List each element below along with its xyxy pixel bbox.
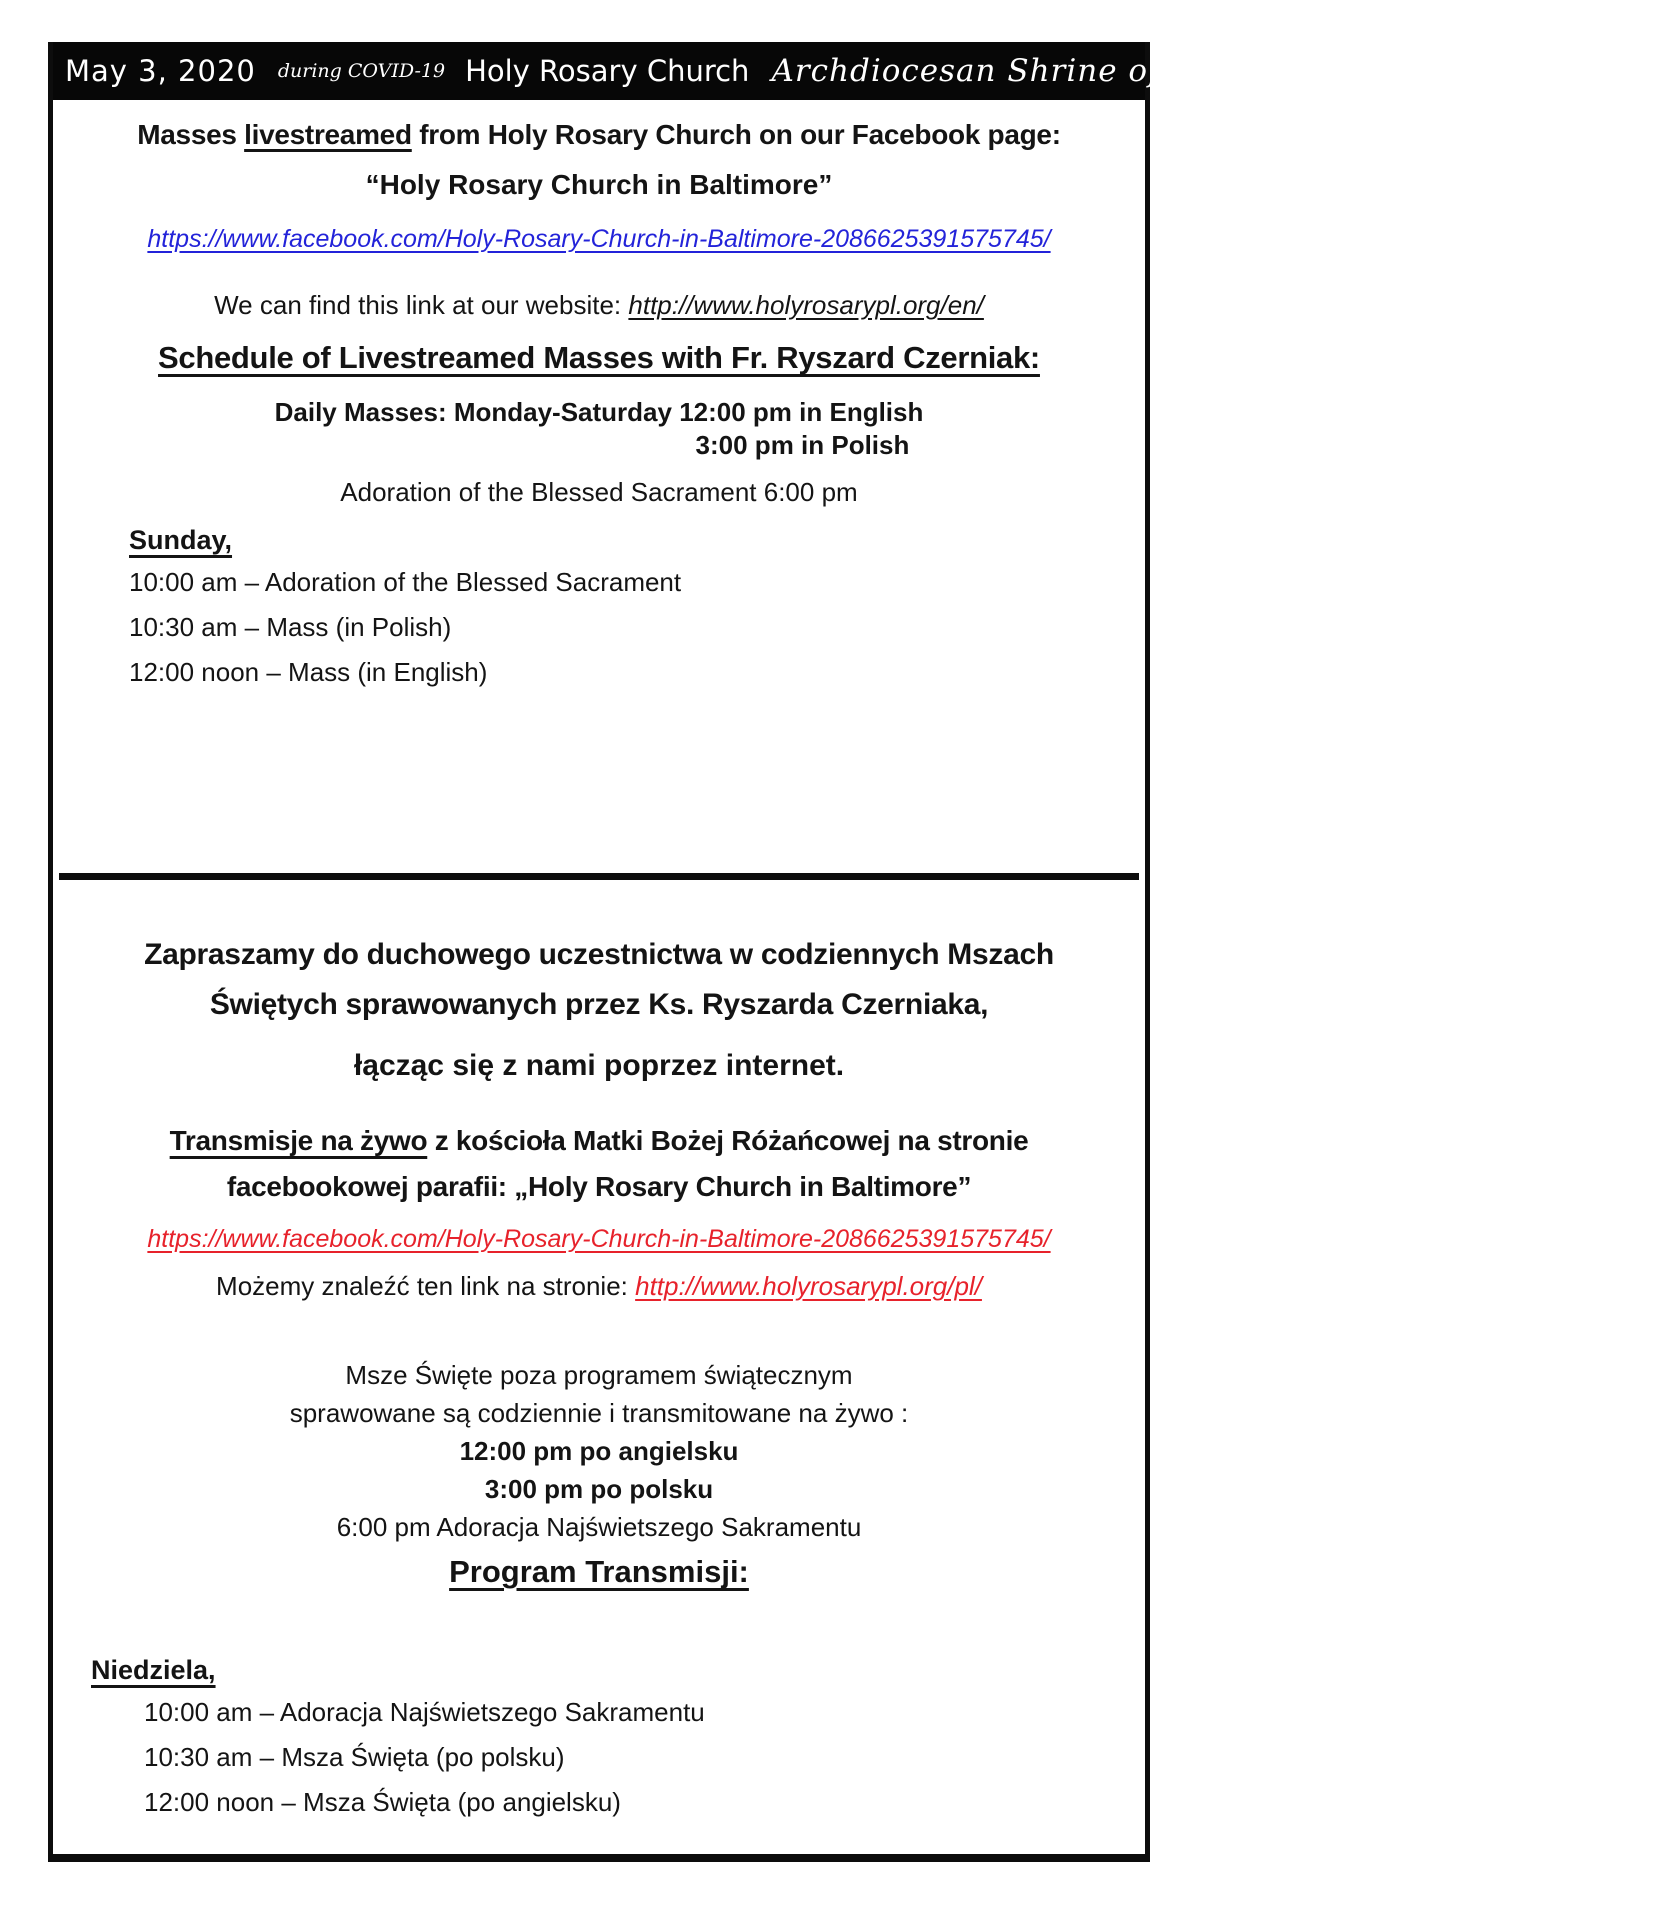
adoration-line: Adoration of the Blessed Sacrament 6:00 pm — [340, 477, 858, 507]
polish-facebook-link-row — [59, 1220, 1139, 1258]
msze-line2: sprawowane są codziennie i transmitowane na żywo : — [289, 1398, 909, 1428]
english-facebook-link-row — [59, 220, 1139, 258]
niedziela-item: 10:30 am – Msza Święta (po polsku) — [144, 1742, 565, 1772]
intro-suffix: from Holy Rosary Church on our Facebook page: — [411, 119, 1061, 150]
page-frame — [48, 42, 1679, 1862]
msze-line1: Msze Święte poza programem świątecznym — [345, 1360, 853, 1390]
polish-invite-line3: łącząc się z nami poprzez internet. — [353, 1049, 845, 1082]
niedziela-label — [91, 1650, 1139, 1690]
header-bar — [53, 42, 1679, 100]
sunday-label-text: Sunday, — [129, 525, 233, 555]
intro-underlined-word: livestreamed — [244, 119, 412, 150]
daily-masses-line1: Daily Masses: Monday-Saturday 12:00 pm in English — [274, 397, 924, 427]
sunday-label — [129, 520, 1139, 560]
transmisje-underlined: Transmisje na żywo — [169, 1125, 428, 1156]
daily-masses-block — [59, 396, 1139, 462]
transmisje-line1 — [59, 1118, 1139, 1164]
msze-line3: 6:00 pm Adoracja Najświetszego Sakramentu — [336, 1512, 862, 1542]
header-city: Baltimore, MD — [1480, 54, 1679, 88]
daily-masses-line2: 3:00 pm in Polish — [695, 430, 910, 460]
facebook-link-english[interactable]: https://www.facebook.com/Holy-Rosary-Church-in-Baltimore-2086625391575745/ — [147, 225, 1051, 253]
facebook-link-polish[interactable]: https://www.facebook.com/Holy-Rosary-Church-in-Baltimore-2086625391575745/ — [147, 1225, 1051, 1253]
english-website-line — [59, 286, 1139, 324]
intro-prefix: Masses — [137, 119, 245, 150]
program-heading-text: Program Transmisji: — [449, 1554, 749, 1589]
header-shrine-title: Archdiocesan Shrine of The Divine Mercy — [771, 53, 1467, 89]
bulletin-content — [53, 114, 1145, 1825]
niedziela-item: 12:00 noon – Msza Święta (po angielsku) — [144, 1787, 621, 1817]
niedziela-item: 10:00 am – Adoracja Najświetszego Sakramentu — [144, 1697, 705, 1727]
sunday-item: 12:00 noon – Mass (in English) — [129, 657, 488, 687]
niedziela-label-text: Niedziela, — [91, 1655, 216, 1685]
section-divider — [59, 873, 1139, 880]
website-link-english[interactable]: http://www.holyrosarypl.org/en/ — [628, 290, 984, 320]
polish-invite-line1: Zapraszamy do duchowego uczestnictwa w codziennych Mszach — [144, 938, 1054, 971]
website-prefix: We can find this link at our website: — [214, 290, 629, 320]
msze-bold2: 3:00 pm po polsku — [484, 1474, 714, 1504]
msze-block — [59, 1356, 1139, 1546]
msze-bold1: 12:00 pm po angielsku — [459, 1436, 739, 1466]
sunday-item: 10:30 am – Mass (in Polish) — [129, 612, 452, 642]
sunday-item: 10:00 am – Adoration of the Blessed Sacrament — [129, 567, 682, 597]
header-date: May 3, 2020 — [65, 54, 256, 88]
english-intro-line2: “Holy Rosary Church in Baltimore” — [365, 169, 833, 200]
header-covid-note: during COVID-19 — [277, 60, 446, 82]
polish-website-line — [59, 1266, 1139, 1306]
mozemy-prefix: Możemy znaleźć ten link na stronie: — [216, 1271, 636, 1301]
program-heading — [59, 1550, 1139, 1594]
schedule-heading — [59, 336, 1139, 380]
english-intro-line1 — [59, 114, 1139, 156]
transmisje-line2: facebookowej parafii: „Holy Rosary Church in Baltimore” — [226, 1171, 972, 1202]
transmisje-rest: z kościoła Matki Bożej Różańcowej na stronie — [427, 1125, 1029, 1156]
schedule-heading-text: Schedule of Livestreamed Masses with Fr. Ryszard Czerniak: — [158, 340, 1040, 375]
header-church-name: Holy Rosary Church — [465, 54, 750, 88]
polish-invite-line2: Świętych sprawowanych przez Ks. Ryszarda Czerniaka, — [209, 988, 989, 1021]
website-link-polish[interactable]: http://www.holyrosarypl.org/pl/ — [635, 1271, 982, 1301]
